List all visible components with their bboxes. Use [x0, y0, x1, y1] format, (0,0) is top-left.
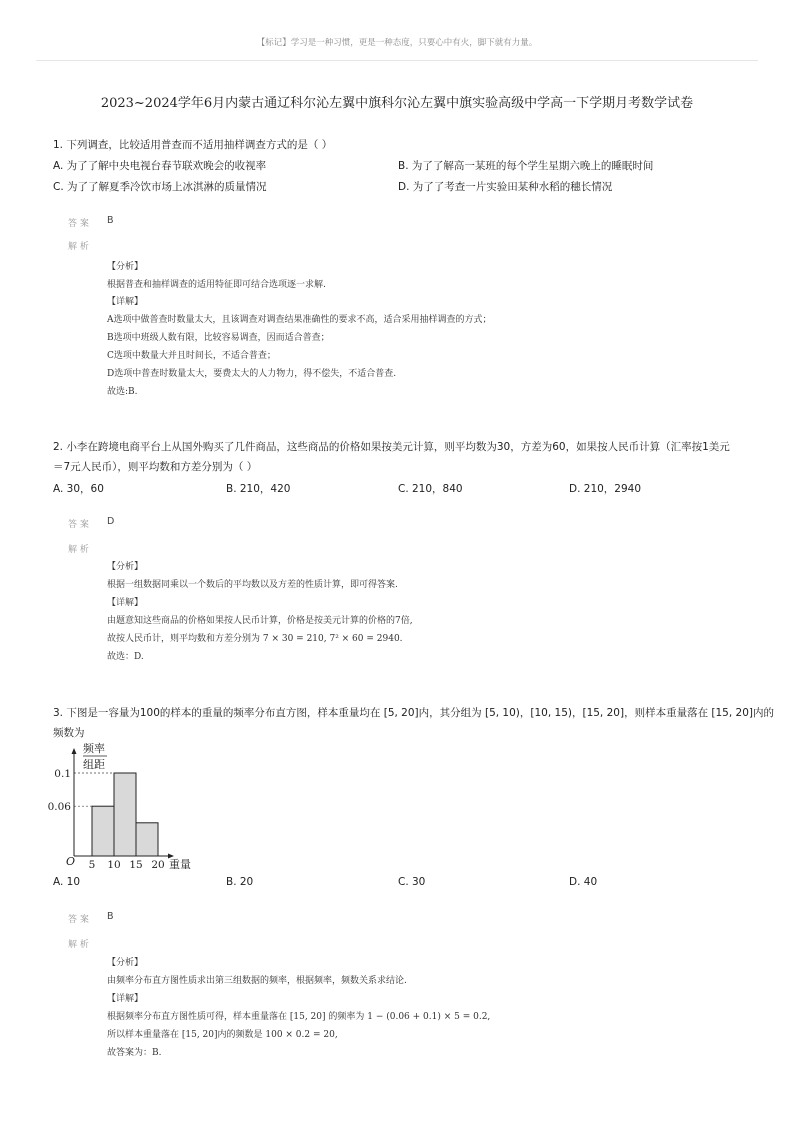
q3-analysis-line: 故答案为：B.	[107, 1048, 162, 1058]
histogram-bar	[92, 806, 114, 856]
q2-analysis-line: 【分析】	[107, 562, 144, 572]
q1-analysis-line: 故选:B.	[107, 387, 138, 397]
q1-stem: 1. 下列调查，比较适用普查而不适用抽样调查方式的是（ ）	[53, 139, 333, 151]
q2-stem-line2: ＝7元人民币），则平均数和方差分别为（ ）	[53, 461, 258, 473]
q2-analysis-line: 故选：D.	[107, 652, 144, 662]
y-tick-label: 0.06	[47, 801, 71, 814]
q1-option-c[interactable]: C. 为了了解夏季冷饮市场上冰淇淋的质量情况	[53, 181, 267, 193]
x-tick-label: 5	[88, 859, 96, 871]
q1-option-a[interactable]: A. 为了了解中央电视台春节联欢晚会的收视率	[53, 160, 267, 172]
q3-answer-label: 答 案	[68, 915, 89, 925]
q1-answer-label: 答 案	[68, 219, 89, 229]
q1-analysis-line: 【详解】	[107, 297, 144, 307]
q3-analysis-line: 所以样本重量落在 [15, 20]内的频数是 100 × 0.2 = 20,	[107, 1030, 338, 1040]
q3-option-a[interactable]: A. 10	[53, 876, 81, 888]
header-divider	[36, 60, 758, 61]
q3-option-d[interactable]: D. 40	[569, 876, 598, 888]
q1-analysis-line: B选项中班级人数有限，比较容易调查，因而适合普查；	[107, 333, 330, 343]
page-title: 2023~2024学年6月内蒙古通辽科尔沁左翼中旗科尔沁左翼中旗实验高级中学高一下学期月考数学试卷	[100, 96, 694, 111]
q3-stem-line1: 3. 下图是一容量为100的样本的重量的频率分布直方图，样本重量均在 [5, 20]内，其分组为 [5, 10)，[10, 15)，[15, 20]，则样本重量落在 [15, 20]内的	[53, 707, 774, 719]
y-axis-label-bottom: 组距	[83, 758, 105, 771]
q1-analysis-line: A选项中做普查时数量太大，且该调查对调查结果准确性的要求不高，适合采用抽样调查的方式；	[107, 315, 492, 325]
q2-analysis-line: 由题意知这些商品的价格如果按人民币计算，价格是按美元计算的价格的7倍,	[107, 616, 413, 626]
q3-analysis-line: 【详解】	[107, 994, 144, 1004]
q2-analysis-line: 根据一组数据同乘以一个数后的平均数以及方差的性质计算，即可得答案.	[107, 580, 398, 590]
q3-analysis-line: 【分析】	[107, 958, 144, 968]
y-axis-arrow	[72, 748, 77, 754]
q1-analysis-line: D选项中普查时数量太大，要费太大的人力物力，得不偿失，不适合普查.	[107, 369, 397, 379]
histogram-bar	[114, 773, 136, 856]
q2-option-a[interactable]: A. 30，60	[53, 483, 104, 495]
q2-option-b[interactable]: B. 210，420	[226, 483, 291, 495]
x-tick-label: 20	[151, 859, 165, 871]
header-note: 【标记】学习是一种习惯，更是一种态度，只要心中有火，脚下就有力量。	[256, 38, 538, 48]
q2-analysis-line: 【详解】	[107, 598, 144, 608]
q3-answer-value: B	[107, 911, 114, 922]
q1-option-b[interactable]: B. 为了了解高一某班的每个学生星期六晚上的睡眠时间	[398, 160, 654, 172]
q2-option-c[interactable]: C. 210，840	[398, 483, 463, 495]
q3-analysis-line: 根据频率分布直方图性质可得，样本重量落在 [15, 20] 的频率为 1 − (0.06 + 0.1) × 5 = 0.2,	[107, 1012, 491, 1022]
q2-answer-label: 答 案	[68, 520, 89, 530]
q3-stem-line2: 频数为	[53, 727, 85, 739]
q2-option-d[interactable]: D. 210，2940	[569, 483, 642, 495]
q2-analysis-line: 故按人民币计，则平均数和方差分别为 7 × 30 = 210, 7² × 60 = 2940.	[107, 634, 403, 644]
q3-analysis-label: 解 析	[68, 940, 89, 950]
q2-answer-value: D	[107, 516, 115, 527]
q1-answer-value: B	[107, 215, 114, 226]
q1-option-d[interactable]: D. 为了了考查一片实验田某种水稻的穗长情况	[398, 181, 613, 193]
y-tick-label: 0.1	[54, 768, 71, 780]
q1-analysis-line: 【分析】	[107, 262, 144, 272]
origin-label: O	[66, 855, 76, 868]
q1-analysis-label: 解 析	[68, 242, 89, 252]
q1-analysis-line: C选项中数量大并且时间长，不适合普查；	[107, 351, 276, 361]
q3-analysis-line: 由频率分布直方图性质求出第三组数据的频率，根据频率，频数关系求结论.	[107, 976, 407, 986]
q2-stem-line1: 2. 小李在跨境电商平台上从国外购买了几件商品，这些商品的价格如果按美元计算，则平均数为30，方差为60，如果按人民币计算（汇率按1美元	[53, 441, 730, 453]
x-axis-label: 重量	[169, 858, 191, 871]
frequency-histogram	[47, 738, 202, 872]
x-tick-label: 15	[129, 859, 143, 871]
q1-analysis-line: 根据普查和抽样调查的适用特征即可结合选项逐一求解.	[107, 280, 326, 290]
q2-analysis-label: 解 析	[68, 545, 89, 555]
histogram-bar	[136, 823, 158, 856]
x-tick-label: 10	[107, 859, 121, 871]
q3-option-b[interactable]: B. 20	[226, 876, 254, 888]
y-axis-label-top: 频率	[83, 742, 105, 755]
q3-option-c[interactable]: C. 30	[398, 876, 426, 888]
